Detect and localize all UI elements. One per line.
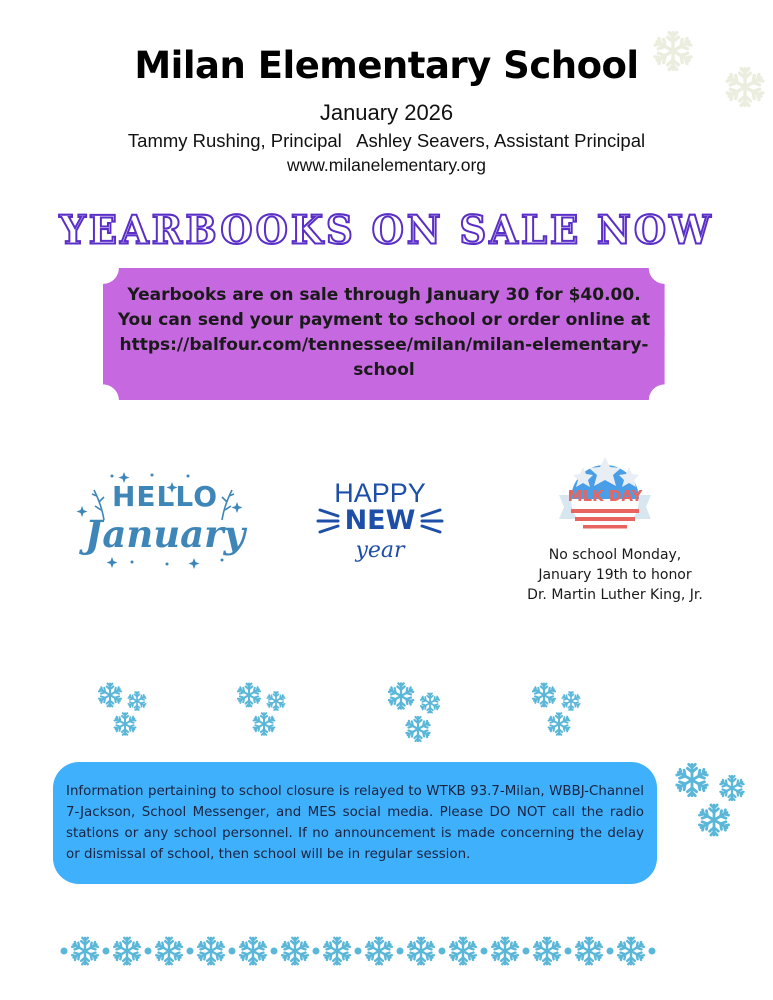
- happy-text: HAPPY: [334, 478, 426, 508]
- snowflake-cluster-icon: [237, 682, 289, 740]
- hello-text: HELLO: [112, 480, 219, 513]
- yearbook-line: You can send your payment to school or order online at: [117, 310, 651, 330]
- yearbook-line: Yearbooks are on sale through January 30 for $40.00.: [127, 285, 641, 305]
- hello-january-graphic: [72, 462, 252, 577]
- mlk-notice-line: January 19th to honor: [538, 567, 692, 583]
- yearbook-heading: YEARBOOKS ON SALE NOW: [59, 206, 714, 254]
- yearbook-order-link[interactable]: school: [353, 360, 415, 380]
- school-name: Milan Elementary School: [134, 44, 639, 87]
- mlk-notice-line: No school Monday,: [548, 547, 682, 563]
- yearbook-order-link[interactable]: https://balfour.com/tennessee/milan/milan-elementary-: [119, 335, 649, 355]
- year-text: year: [355, 538, 405, 563]
- snowflake-cluster-icon: [532, 682, 584, 740]
- school-closure-text: Information pertaining to school closure is relayed to WTKB 93.7-Milan, WBBJ-Channel 7-Jackson, School Messenger, and MES social media. Please DO NOT call the radio stations or any school personnel. If no announcement is made concerning the delay or dismissal of school, then school will be in regular session.: [66, 784, 644, 862]
- january-text: January: [84, 512, 246, 556]
- snowflake-cluster-icon: [672, 760, 752, 840]
- mlk-notice-line: Dr. Martin Luther King, Jr.: [527, 587, 703, 603]
- snowflake-cluster-icon: [388, 682, 444, 744]
- snowflake-cluster-icon: [98, 682, 150, 740]
- mlk-day-badge: [553, 455, 657, 535]
- new-text: NEW: [344, 505, 416, 536]
- burst-lines-icon: [316, 502, 444, 542]
- staff-line: Tammy Rushing, Principal Ashley Seavers, Assistant Principal: [127, 130, 646, 151]
- yearbook-info-text: [103, 283, 665, 383]
- newsletter-month: January 2026: [319, 100, 454, 125]
- happy-new-year-graphic: [316, 478, 444, 573]
- snowflake-border-icon: [58, 934, 678, 968]
- mlk-notice: [510, 545, 720, 605]
- website-link[interactable]: www.milanelementary.org: [286, 155, 487, 175]
- mlk-day-label: MLK DAY: [567, 487, 643, 505]
